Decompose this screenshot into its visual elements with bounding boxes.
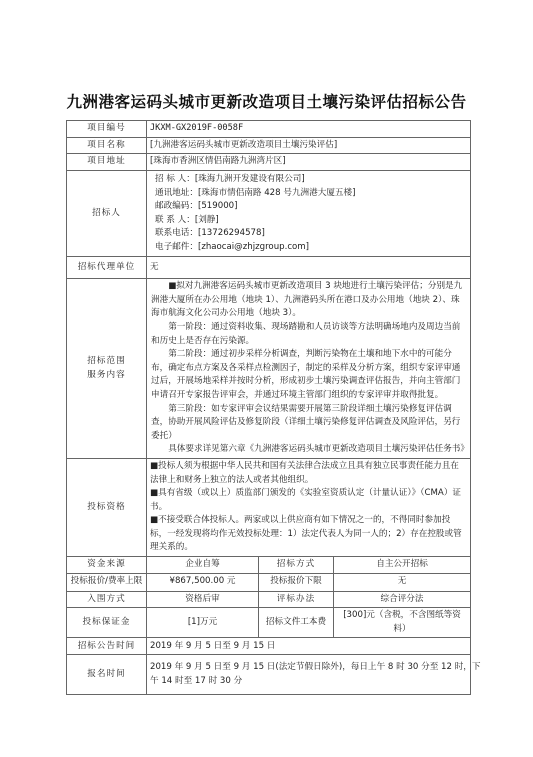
qualification-para-1: ■投标人须为根据中华人民共和国有关法律合法成立且具有独立民事责任能力且在法律上和财务上独立的法人或者其他组织。 bbox=[150, 460, 459, 485]
entry-value: 资格后审 bbox=[147, 591, 259, 608]
scope-label bbox=[67, 279, 147, 459]
qualification-content bbox=[147, 458, 471, 556]
scope-label-line1: 招标范围 bbox=[87, 355, 126, 366]
row-project-no bbox=[67, 121, 471, 138]
scope-para-1: ■拟对九洲港客运码头城市更新改造项目 3 块地进行土壤污染评估；分别是九洲港大厦所在办公用地（地块 1）、九洲港码头所在港口及办公用地（地块 2）、珠海市航海文化公司办公用地（地块 3）。 bbox=[151, 281, 463, 319]
row-project-name bbox=[67, 137, 471, 154]
scope-content bbox=[147, 279, 471, 459]
project-addr-value: [珠海市香洲区情侣南路九洲湾片区] bbox=[147, 154, 471, 171]
project-no-label: 项目编号 bbox=[67, 121, 147, 138]
qualification-para-2: ■具有省级（或以上）质监部门颁发的《实验室资质认定（计量认证）》（CMA）证书。 bbox=[150, 488, 462, 512]
notice-time-value: 2019 年 9 月 5 日至 9 月 15 日 bbox=[147, 638, 471, 655]
scope-para-3: 第二阶段：通过初步采样分析调查，判断污染物在土壤和地下水中的可能分布，确定布点方案及各采样点检测因子，制定的采样及分析方案，组织专家评审通过后，开展场地采样并按时分析，形成初步土壤污染调查评估报告，并向主管部门申请召开专家报告评审会，并通过环境主管部门组织的专家评审并取得批复。 bbox=[151, 349, 461, 400]
evaluation-label: 评标办法 bbox=[259, 591, 334, 608]
row-qualification bbox=[67, 458, 471, 556]
project-addr-label: 项目地址 bbox=[67, 154, 147, 171]
row-entry bbox=[67, 591, 471, 608]
notice-time-label: 招标公告时间 bbox=[67, 638, 147, 655]
row-tenderer bbox=[67, 171, 471, 257]
row-signup bbox=[67, 655, 471, 695]
row-agency bbox=[67, 257, 471, 279]
signup-line-1: 2019 年 9 月 5 日至 9 月 15 日(法定节假日除外)，每日上午 8 时 30 分至 12 时，下 bbox=[150, 662, 481, 673]
deposit-value: [1]万元 bbox=[147, 608, 259, 638]
scope-para-2: 第一阶段：通过资料收集、现场踏勘和人员访谈等方法明确场地内及周边当前和历史上是否存在污染源。 bbox=[151, 321, 461, 346]
tenderer-phone: 联系电话：[13726294578] bbox=[155, 228, 265, 239]
tenderer-label: 招标人 bbox=[67, 171, 147, 257]
tenderer-contact-person: 联 系 人：[刘静] bbox=[155, 214, 219, 225]
doc-fee-value: [300]元（含税，不含图纸等资料） bbox=[334, 608, 471, 638]
row-price bbox=[67, 573, 471, 591]
scope-para-5: 具体要求详见第六章《九洲港客运码头城市更新改造项目土壤污染评估任务书》 bbox=[168, 444, 469, 455]
row-project-addr bbox=[67, 154, 471, 171]
agency-value: 无 bbox=[147, 257, 471, 279]
row-scope bbox=[67, 279, 471, 459]
scope-label-line2: 服务内容 bbox=[87, 369, 126, 380]
price-cap-label: 投标报价/费率上限 bbox=[67, 573, 147, 591]
qualification-para-3: ■不接受联合体投标人。两家或以上供应商有如下情况之一的，不得同时参加投标，一经发现将均作无效投标处理：1）法定代表人为同一人的；2）存在控股或管理关系的。 bbox=[150, 515, 462, 553]
tenderer-contact-block bbox=[147, 171, 471, 257]
project-name-value: [九洲港客运码头城市更新改造项目土壤污染评估] bbox=[147, 137, 471, 154]
page-title: 九洲港客运码头城市更新改造项目土壤污染评估招标公告 bbox=[66, 93, 467, 111]
row-fund bbox=[67, 557, 471, 574]
row-notice-time bbox=[67, 638, 471, 655]
signup-value bbox=[147, 655, 481, 695]
tenderer-postcode: 邮政编码：[519000] bbox=[155, 201, 238, 212]
price-floor-value: 无 bbox=[334, 573, 471, 591]
agency-label: 招标代理单位 bbox=[67, 257, 147, 279]
row-deposit bbox=[67, 608, 471, 638]
tenderer-email: 电子邮件：[zhaocai@zhjzgroup.com] bbox=[155, 241, 310, 252]
tender-info-table bbox=[66, 120, 481, 695]
tenderer-name: 招 标 人：[珠海九洲开发建设有限公司] bbox=[155, 173, 305, 184]
tenderer-address: 通讯地址：[珠海市情侣南路 428 号九洲港大厦五楼] bbox=[155, 187, 356, 198]
method-value: 自主公开招标 bbox=[334, 557, 471, 574]
signup-label: 报名时间 bbox=[67, 655, 147, 695]
fund-value: 企业自筹 bbox=[147, 557, 259, 574]
evaluation-value: 综合评分法 bbox=[334, 591, 471, 608]
signup-line-2: 午 14 时至 17 时 30 分 bbox=[150, 675, 243, 686]
project-name-label: 项目名称 bbox=[67, 137, 147, 154]
fund-label: 资金来源 bbox=[67, 557, 147, 574]
deposit-label: 投标保证金 bbox=[67, 608, 147, 638]
method-label: 招标方式 bbox=[259, 557, 334, 574]
entry-label: 入围方式 bbox=[67, 591, 147, 608]
scope-para-4: 第三阶段：如专家评审会议结果需要开展第三阶段详细土壤污染修复评估调查，协助开展风险评估及修复阶段（详细土壤污染修复评估调查及风险评估，另行委托） bbox=[151, 403, 461, 441]
price-cap-value: ¥867,500.00 元 bbox=[147, 573, 259, 591]
price-floor-label: 投标报价下限 bbox=[259, 573, 334, 591]
project-no-value: JKXM-GX2019F-0058F bbox=[147, 121, 471, 138]
qualification-label: 投标资格 bbox=[67, 458, 147, 556]
doc-fee-label: 招标文件工本费 bbox=[259, 608, 334, 638]
